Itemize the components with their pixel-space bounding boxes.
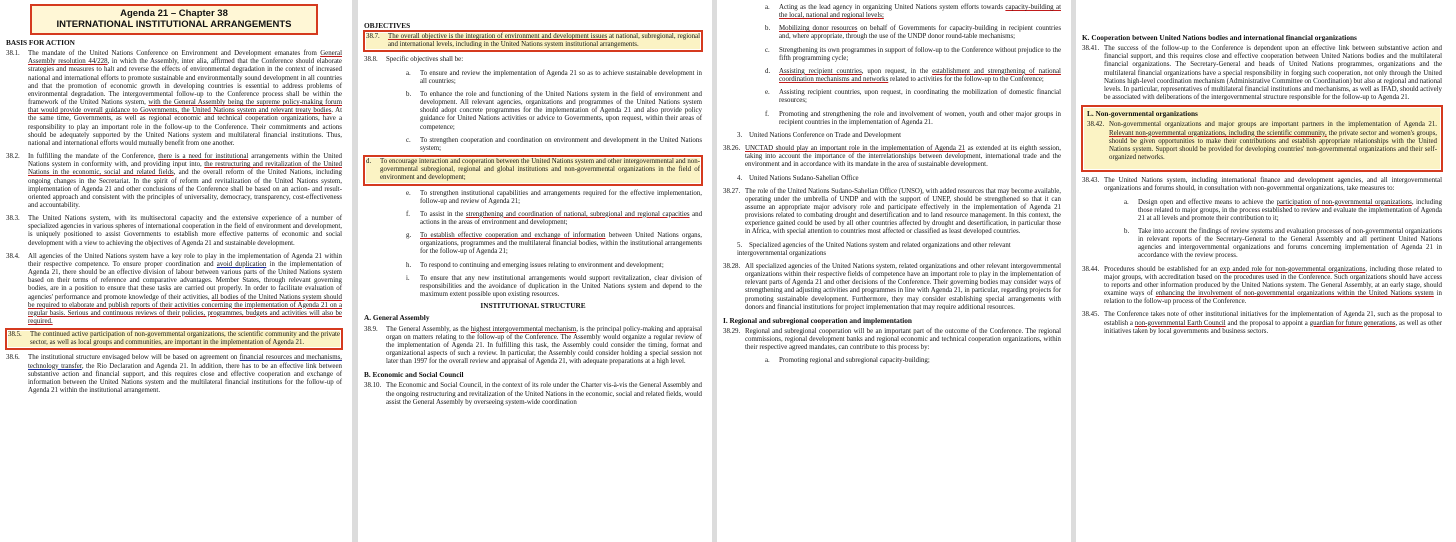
text-run: The Economic and Social Council, in the context of its role under the Charter vis-à-vis the General Assembly and the ongoing restructuring and revitalization of the United Nations in the economic, social and related fields, would assist the General Assembly by overseeing system-wide coordination bbox=[386, 382, 702, 406]
paragraph-text bbox=[28, 215, 342, 248]
text-run: related to activities for the follow-up to the Conference; bbox=[888, 76, 1044, 84]
document-page-3 bbox=[717, 0, 1071, 542]
paragraph bbox=[1082, 45, 1442, 102]
list-letter: a. bbox=[1124, 198, 1129, 206]
list-item bbox=[765, 357, 1061, 365]
list-item bbox=[765, 111, 1061, 127]
underlined-text: Assisting recipient countries bbox=[779, 67, 862, 75]
list-text bbox=[380, 158, 700, 182]
text-run: as extended at its eighth session, taking into account the importance of the interrelationships between development, international trade and the environment and in accordance with its mandate in the area of sustainable development. bbox=[745, 145, 1061, 169]
paragraph bbox=[364, 326, 702, 367]
paragraph-number: 38.42. bbox=[1087, 121, 1105, 129]
list-item bbox=[406, 70, 702, 86]
text-run: , including those related to major groups, with accreditation based on the procedures used in the Conference. Such organizations should have access to reports and other information produced by the United Nations system. The General Assembly, at an early stage, should examine ways of bbox=[1104, 265, 1442, 298]
text-run: Promoting and strengthening the role and involvement of women, youth and other major groups in recipient countries in the implementation of Agenda 21. bbox=[779, 110, 1061, 126]
text-run: , the Rio Declaration and Agenda 21. In addition, there has to be an effective link between substantive action and financial support, and this requires close and effective cooperation and exchange of information between the United Nations system and the multilateral financial institutions for the follow-up of Agenda 21 within the institutional arrangement. bbox=[28, 362, 342, 395]
text-run: Strengthening its own programmes in support of follow-up to the Conference without prejudice to the fifth programming cycle; bbox=[779, 46, 1061, 62]
paragraph bbox=[723, 263, 1061, 312]
list-letter: e. bbox=[406, 189, 411, 197]
chapter-subtitle: INTERNATIONAL INSTITUTIONAL ARRANGEMENTS bbox=[56, 19, 292, 30]
chapter-title: Agenda 21 – Chapter 38 bbox=[120, 8, 228, 19]
text-run: The United Nations system, with its multisectoral capacity and the extensive experience of a number of specialized agencies in various spheres of international cooperation in the field of environment and development, is uniquely positioned to assist Governments to establish more effective patterns of economic and social development with a view to achieving the objectives of Agenda 21 and sustainable development. bbox=[28, 215, 342, 247]
underlined-text: avoid duplication bbox=[216, 260, 267, 268]
list-text bbox=[420, 275, 702, 299]
list-letter: g. bbox=[406, 232, 412, 240]
list-item bbox=[406, 211, 702, 227]
paragraph-text bbox=[386, 382, 702, 406]
text-run: To strengthen cooperation and coordination on environment and development in the United Nations system; bbox=[420, 136, 702, 152]
paragraph bbox=[1082, 45, 1442, 102]
text-run: The success of the follow-up to the Conference is dependent upon an effective link between substantive action and financial support, and this requires close and effective cooperation between United Nations bodies and the multilateral financial organizations. The Secretary-General and heads of United Nations programmes, organizations and the multilateral financial organizations have a special responsibility in forging such cooperation, not only through the United Nations high-level coordination mechanism (Administrative Committee on Coordination) but also at regional and national levels. In particular, representatives of multilateral financial institutions and mechanisms, as well as IFAD, should actively be associated with deliberations of the intergovernmental structure responsible for the follow-up to Agenda 21. bbox=[1104, 45, 1442, 102]
objectives-list bbox=[364, 70, 702, 300]
paragraph bbox=[1087, 121, 1437, 162]
paragraph-text bbox=[745, 188, 1061, 237]
text-run: in relation to the follow-up process of the Conference. bbox=[1104, 290, 1442, 306]
list-letter: c. bbox=[406, 136, 411, 144]
underlined-text: General Assembly resolution 44/228 bbox=[28, 50, 342, 66]
paragraph bbox=[364, 56, 702, 64]
section-heading-objectives: OBJECTIVES bbox=[364, 21, 411, 30]
paragraph-number: 38.41. bbox=[1082, 45, 1100, 53]
list-letter: e. bbox=[765, 89, 770, 97]
document-page-1 bbox=[0, 0, 352, 542]
underlined-text: capacity-building at the local, national and regional levels; bbox=[779, 4, 1061, 20]
paragraph-text bbox=[386, 326, 702, 367]
underlined-text: participation of non-governmental organizations bbox=[1276, 198, 1412, 206]
text-run: . At the same time, Governments, as well as regional economic and technical cooperation organizations, have a responsibility to play an important role in the follow-up to the Conference. Their commitments and actions should be adequately supported by the United Nations system and multilateral financial institutions. Thus, national and international efforts would mutually benefit from one another. bbox=[28, 107, 342, 147]
subsection-heading-a: A. General Assembly bbox=[364, 313, 430, 323]
highlighted-list-item bbox=[366, 158, 700, 182]
text-run: arrangements within the United Nations system in conformity with, and providing input into, bbox=[28, 153, 342, 169]
list-text bbox=[420, 190, 702, 206]
list-letter: c. bbox=[765, 46, 770, 54]
paragraph-text bbox=[28, 354, 342, 395]
paragraph-text bbox=[745, 263, 1061, 312]
underlined-text: Mobilizing donor resources bbox=[779, 25, 858, 33]
text-run: Specific objectives shall be: bbox=[386, 56, 464, 64]
list-letter: a. bbox=[406, 69, 411, 77]
text-run: Acting as the lead agency in organizing United Nations system efforts towards bbox=[779, 4, 1006, 11]
list-letter: a. bbox=[765, 4, 770, 11]
text-run: , including those related to major groups, in the process established to review and evaluate the implementation of Agenda 21 at all levels and promote their contribution to it; bbox=[1138, 198, 1443, 222]
list-item bbox=[406, 190, 702, 206]
list-text bbox=[779, 68, 1061, 84]
paragraph-number: 38.2. bbox=[6, 153, 20, 161]
paragraph bbox=[1082, 311, 1442, 335]
list-text bbox=[779, 111, 1061, 127]
paragraph-number: 38.29. bbox=[723, 328, 741, 335]
text-run: the private sector and women's groups, should be given opportunities to make their contributions and establish appropriate relationships with the United Nations system. Support should be provided for developing countries' non-governmental organizations and their self-organized networks. bbox=[1109, 129, 1437, 162]
list-item bbox=[723, 357, 1061, 365]
list-letter: a. bbox=[765, 357, 770, 365]
chapter-title-box bbox=[30, 4, 318, 35]
document-page-2 bbox=[358, 0, 712, 542]
paragraph-number: 38.10. bbox=[364, 382, 382, 390]
underlined-text: financial resources and mechanisms, technology transfer bbox=[28, 354, 342, 370]
paragraph-number: 38.43. bbox=[1082, 177, 1100, 185]
paragraph-text bbox=[745, 145, 1061, 169]
text-run: To ensure that any new institutional arrangements would support revitalization, clear division of responsibilities and the avoidance of duplication in the United Nations system and depend to the maximum extent possible upon existing resources. bbox=[420, 274, 702, 299]
list-text bbox=[420, 211, 702, 227]
list-text bbox=[779, 4, 1061, 20]
paragraph bbox=[6, 253, 342, 326]
list-letter: i. bbox=[406, 274, 410, 282]
list-text bbox=[420, 91, 702, 132]
paragraph bbox=[364, 382, 702, 406]
highlighted-paragraph bbox=[366, 33, 700, 49]
text-run: All agencies of the United Nations system have a key role to play in the implementation of Agenda 21 within their respective competence. To ensure proper coordination and bbox=[28, 252, 342, 268]
underlined-text: To establish effective cooperation and exchange of information bbox=[420, 232, 606, 240]
paragraph-number: 38.7. bbox=[366, 33, 380, 41]
paragraph-text bbox=[1104, 311, 1442, 335]
list-text bbox=[420, 232, 702, 256]
paragraph bbox=[723, 188, 1061, 237]
paragraph bbox=[723, 145, 1061, 169]
text-run: The mandate of the United Nations Conference on Environment and Development emanates from bbox=[28, 50, 321, 58]
paragraph-text bbox=[28, 253, 342, 326]
item-heading-unso: 4. United Nations Sudano-Sahelian Office bbox=[737, 174, 859, 182]
list-letter: d. bbox=[366, 158, 372, 166]
list-item bbox=[1124, 228, 1442, 261]
list-text bbox=[779, 89, 1061, 105]
text-run: The institutional structure envisaged below will be based on agreement on bbox=[28, 354, 240, 362]
paragraph bbox=[1082, 177, 1442, 193]
section-heading-structure: INSTITUTIONAL STRUCTURE bbox=[480, 301, 586, 311]
underlined-text: exp anded role for non-governmental organizations bbox=[1219, 265, 1366, 273]
list-text bbox=[420, 262, 702, 270]
text-run: To assist in the bbox=[420, 210, 466, 218]
underlined-text: with the General Assembly being the supreme policy-making forum that would provide overall guidance to Governments, the United Nations system and relevant treaty bodies bbox=[28, 99, 342, 115]
list-item bbox=[1124, 199, 1442, 223]
list-text bbox=[1138, 228, 1442, 261]
text-run: and the proposal to appoint a bbox=[1225, 319, 1310, 327]
underlined-text: The overall objective is the integration of environment and development issues bbox=[388, 33, 608, 41]
list-letter: b. bbox=[1124, 227, 1130, 235]
text-run: , in which the Assembly, inter alia, affirmed that the Conference should elaborate strategies and measures to halt and reverse the effects of environmental degradation in the context of increased national and international efforts to promote sustainable and environmentally sound development in all countries and that the promotion of economic growth in developing countries is essential to address problems of environmental degradation. The intergovernmental follow-up to the Conference process shall be within the framework of the United Nations system, bbox=[28, 58, 342, 107]
underlined-text: guardian for future generations bbox=[1309, 319, 1396, 327]
paragraph bbox=[1087, 121, 1437, 162]
text-run: To respond to continuing and emerging issues relating to environment and development; bbox=[420, 261, 664, 269]
text-run: To ensure and review the implementation of Agenda 21 so as to achieve sustainable development in all countries; bbox=[420, 69, 702, 85]
subsection-heading-b: B. Economic and Social Council bbox=[364, 370, 464, 380]
text-run: The General Assembly, as the bbox=[386, 325, 471, 333]
list-text bbox=[1138, 199, 1442, 223]
paragraph bbox=[6, 354, 342, 395]
paragraph bbox=[723, 328, 1061, 352]
paragraph-text bbox=[1109, 121, 1437, 162]
list-letter: d. bbox=[765, 67, 771, 75]
text-run: The continued active participation of non-governmental organizations, the scientific community and the private sector, as well as local groups and communities, are important in the implementation of Agenda 21. bbox=[30, 331, 340, 347]
list-letter: h. bbox=[406, 261, 412, 269]
paragraph-number: 38.27. bbox=[723, 187, 741, 195]
undp-tasks-list bbox=[723, 4, 1061, 127]
text-run: Design open and effective means to achieve the bbox=[1138, 198, 1277, 206]
text-run: To strengthen institutional capabilities and arrangements required for the effective implementation, follow-up and review of Agenda 21; bbox=[420, 189, 702, 205]
subsection-heading-i: I. Regional and subregional cooperation and implementation bbox=[723, 315, 912, 325]
paragraph-text bbox=[30, 331, 340, 347]
highlighted-paragraph bbox=[8, 331, 340, 347]
list-text bbox=[420, 137, 702, 153]
paragraph bbox=[364, 382, 702, 406]
list-item bbox=[406, 262, 702, 270]
text-run: Assisting recipient countries, upon request, in coordinating the mobilization of domestic financial resources; bbox=[779, 89, 1061, 105]
paragraph-text bbox=[28, 153, 342, 210]
paragraph-number: 38.28. bbox=[723, 262, 741, 270]
paragraph-number: 38.1. bbox=[6, 50, 20, 58]
list-letter: b. bbox=[765, 25, 771, 33]
text-run: and actions in the areas of environment and development; bbox=[420, 210, 703, 226]
paragraph-text bbox=[1104, 45, 1442, 102]
list-item bbox=[765, 89, 1061, 105]
text-run: , is the principal policy-making and appraisal organ on matters relating to the follow-up of the Conference. The Assembly would organize a regular review of the implementation of Agenda 21. In fulfilling this task, the Assembly could consider the timing, format and organizational aspects of such a review. In particular, the Assembly could consider holding a special session not later than 1997 for the overall review and appraisal of Agenda 21, with adequate preparations at a high level. bbox=[386, 325, 702, 366]
paragraph bbox=[1082, 311, 1442, 335]
text-run: Non-governmental organizations and major groups are important partners in the implementation of Agenda 21. bbox=[1109, 121, 1437, 129]
text-run: at national, subregional, regional and international levels, including in the United Nations system institutional arrangements. bbox=[388, 33, 700, 49]
text-run: To encourage interaction and cooperation between the United Nations system and other intergovernmental and non-governmental subregional, regional and global institutions and non-governmental organizations in the field of environment and development; bbox=[380, 158, 700, 182]
paragraph bbox=[6, 50, 342, 148]
paragraph-number: 38.45. bbox=[1082, 311, 1100, 319]
subsection-heading-l: L. Non-governmental organizations bbox=[1087, 109, 1198, 119]
paragraph-number: 38.9. bbox=[364, 325, 378, 333]
paragraph-text bbox=[388, 33, 700, 49]
underlined-text: UNCTAD should play an important role in the implementation of Agenda 21 bbox=[745, 145, 966, 153]
underlined-text: highest intergovernmental mechanism bbox=[470, 325, 577, 333]
list-item bbox=[406, 91, 702, 132]
text-run: Promoting regional and subregional capacity-building; bbox=[779, 357, 930, 365]
document-page-4 bbox=[1076, 0, 1456, 542]
underlined-text: all bodies of the United Nations system should be required to elaborate and publish reports of their activities concerning the implementation of Agenda 21 on a regular basis. Serious and continuous reviews of their policies, programmes, budgets and activities will also be required. bbox=[28, 293, 342, 325]
underlined-text: establishment and strengthening of national coordination mechanisms and networks bbox=[779, 67, 1061, 84]
text-run: The United Nations system, including international finance and development agencies, and all intergovernmental organizations and forums should, in consultation with non-governmental organizations, take measures to: bbox=[1104, 177, 1442, 193]
paragraph-number: 38.3. bbox=[6, 215, 20, 223]
paragraph-number: 38.8. bbox=[364, 56, 378, 64]
text-run: The Conference takes note of other institutional initiatives for the implementation of Agenda 21, such as the proposal to establish a bbox=[1104, 311, 1442, 327]
text-run: on behalf of Governments for capacity-building in recipient countries and, where appropriate, through the use of the UNDP donor round-table mechanisms; bbox=[779, 25, 1061, 41]
paragraph-text bbox=[1104, 266, 1442, 307]
paragraph bbox=[364, 326, 702, 367]
text-run: Procedures should be established for an bbox=[1104, 265, 1220, 273]
list-item bbox=[765, 4, 1061, 20]
list-letter: f. bbox=[765, 110, 770, 118]
list-text bbox=[420, 70, 702, 86]
text-run: In fulfilling the mandate of the Conference, bbox=[28, 153, 159, 161]
list-letter: b. bbox=[406, 90, 412, 98]
list-text bbox=[779, 47, 1061, 63]
text-run: between United Nations organs, organizations, programmes and the multilateral financial bodies, within the institutional arrangements for the follow-up of Agenda 21; bbox=[420, 232, 702, 256]
paragraph bbox=[364, 56, 702, 64]
list-item bbox=[406, 137, 702, 153]
text-run: Take into account the findings of review systems and evaluation processes of non-governmental organizations in relevant reports of the Secretary-General to the General Assembly and all pertinent United Nations agencies and intergovernmental organizations and forums concerning implementation of Agenda 21 in accordance with the review process. bbox=[1138, 227, 1442, 260]
list-item bbox=[406, 275, 702, 299]
paragraph bbox=[723, 263, 1061, 312]
text-run: All specialized agencies of the United Nations system, related organizations and other relevant intergovernmental organizations within their respective fields of competence have an important role to play in the implementation of relevant parts of Agenda 21 and other decisions of the Conference. Their governing bodies may consider ways of strengthening and adjusting activities and programmes in line with Agenda 21, in particular, regarding projects for promoting sustainable development. Furthermore, they may consider establishing special arrangements with donors and financial institutions for project implementation that may require additional resources. bbox=[745, 262, 1061, 311]
paragraph bbox=[1082, 266, 1442, 307]
paragraph bbox=[723, 188, 1061, 237]
paragraph bbox=[723, 145, 1061, 169]
item-heading-unctad: 3. United Nations Conference on Trade and Development bbox=[737, 131, 901, 139]
text-run: in the implementation of Agenda 21, there should be an effective division of labour between various parts of the United Nations system based on their terms of reference and comparative advantages. Member States, through relevant governing bodies, are in a position to ensure that these tasks are carried out properly. In order to facilitate evaluation of agencies' performance and promote knowledge of their activities, bbox=[28, 260, 342, 301]
list-item bbox=[406, 232, 702, 256]
text-run: , and the overall reform of the United Nations, including ongoing changes in the Secretariat. In the spirit of reform and revitalization of the United Nations system, implementation of Agenda 21 and other conclusions of the Conference shall be based on an action- and result-oriented approach and consistent with the principles of universality, democracy, transparency, cost-effectiveness and accountability. bbox=[28, 169, 342, 209]
underlined-text: Relevant non-governmental organizations, including the scientific community, bbox=[1109, 129, 1327, 137]
underlined-text: the restructuring and revitalization of the United Nations in the economic, social and related fields bbox=[28, 161, 342, 177]
underlined-text: non-governmental Earth Council bbox=[1134, 319, 1226, 327]
paragraph-number: 38.5. bbox=[8, 331, 22, 339]
paragraph bbox=[1082, 177, 1442, 193]
list-item bbox=[765, 47, 1061, 63]
list-item bbox=[765, 25, 1061, 41]
text-run: , upon request, in the bbox=[861, 67, 933, 75]
paragraph bbox=[1082, 266, 1442, 307]
paragraph-number: 38.6. bbox=[6, 354, 20, 362]
paragraph-list bbox=[6, 50, 342, 395]
text-run: To enhance the role and functioning of the United Nations system in the field of environment and development. All relevant agencies, organizations and programmes of the United Nations system should adopt concrete programmes for the implementation of Agenda 21 and also provide policy guidance for United Nations activities or advice to Governments, upon request, within their areas of competence; bbox=[420, 90, 702, 131]
paragraph-text bbox=[386, 56, 702, 64]
paragraph-text bbox=[1104, 177, 1442, 193]
list-text bbox=[779, 357, 1061, 365]
paragraph-number: 38.4. bbox=[6, 252, 20, 260]
subsection-heading-k: K. Cooperation between United Nations bodies and international financial organizations bbox=[1082, 33, 1357, 42]
underlined-text: enhancing the involvement of non-governmental organizations within the United Nations system bbox=[1155, 290, 1434, 298]
text-run: The role of the United Nations Sudano-Sahelian Office (UNSO), with added resources that may become available, operating under the umbrella of UNDP and with the support of UNEP, should be strengthened so that it can assume an appropriate major advisory role and participate effectively in the implementation of Agenda 21 provisions related to combating drought and desertification and to land resource management. In this context, the experience gained could be used by all other countries affected by drought and desertification, in particular those in Africa, with special attention to countries most affected or classified as least developed countries. bbox=[745, 187, 1061, 236]
paragraph bbox=[6, 153, 342, 210]
list-text bbox=[779, 25, 1061, 41]
paragraph bbox=[723, 328, 1061, 352]
underlined-text: there is a need for institutional bbox=[158, 153, 249, 161]
list-item bbox=[765, 68, 1061, 84]
underlined-text: strengthening and coordination of national, subregional and regional capacities bbox=[465, 210, 690, 218]
section-heading-basis: BASIS FOR ACTION bbox=[6, 38, 75, 47]
paragraph bbox=[364, 33, 702, 49]
ngo-measures-list bbox=[1082, 199, 1442, 261]
item-heading-agencies: 5. Specialized agencies of the United Nations system and related organizations and other relevant intergovernmental organizations bbox=[737, 241, 1011, 257]
paragraph-number: 38.26. bbox=[723, 145, 741, 153]
paragraph-text bbox=[745, 328, 1061, 352]
list-letter: f. bbox=[406, 210, 411, 218]
text-run: Regional and subregional cooperation will be an important part of the outcome of the Conference. The regional commissions, regional development banks and regional economic and technical cooperation organizations, within their respective agreed mandates, can contribute to this process by: bbox=[745, 328, 1061, 352]
paragraph bbox=[6, 215, 342, 248]
paragraph-text bbox=[28, 50, 342, 148]
highlight-box-ngo bbox=[1084, 108, 1440, 169]
text-run: , as well as other initiatives taken by local governments and business sectors. bbox=[1104, 319, 1443, 335]
paragraph-number: 38.44. bbox=[1082, 265, 1100, 273]
